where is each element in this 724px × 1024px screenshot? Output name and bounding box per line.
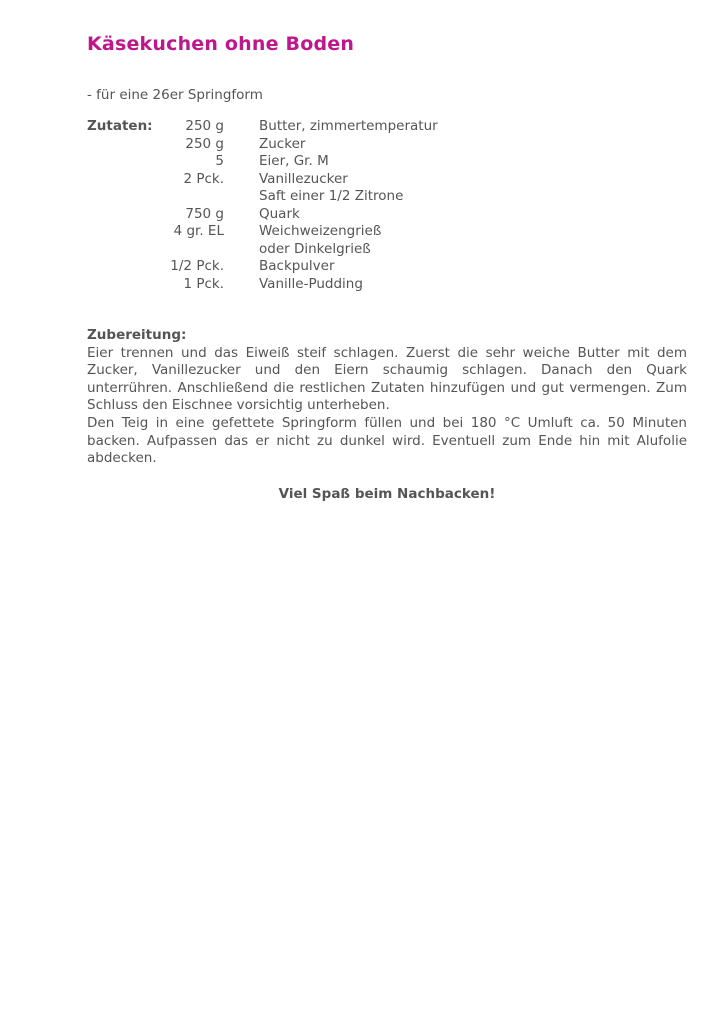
ingredient-amount: 2 Pck. <box>183 170 224 187</box>
ingredient-row <box>87 118 647 136</box>
preparation-section <box>87 327 687 468</box>
preparation-paragraph: Eier trennen und das Eiweiß steif schlagen. Zuerst die sehr weiche Butter mit dem Zucker, Vanillezucker und den Eiern schaumig schlagen. Danach den Quark unterrühren. Anschließend die restlichen Zutaten hinzufügen und gut vermengen. Zum Schluss den Eischnee vorsichtig unterheben. <box>87 344 687 414</box>
ingredients-label: Zutaten: <box>87 118 153 134</box>
preparation-label: Zubereitung: <box>87 327 187 343</box>
ingredients-list <box>87 118 647 293</box>
recipe-subtitle: - für eine 26er Springform <box>87 87 263 103</box>
ingredient-amount: 1/2 Pck. <box>170 258 224 274</box>
preparation-paragraph: Den Teig in eine gefettete Springform füllen und bei 180 °C Umluft ca. 50 Minuten backen. Aufpassen das er nicht zu dunkel wird. Eventuell zum Ende hin mit Alufolie abdecken. <box>87 414 687 467</box>
ingredient-row <box>87 241 647 259</box>
ingredient-amount: 250 g <box>185 135 224 152</box>
ingredient-row <box>87 223 647 241</box>
ingredient-row <box>87 276 647 294</box>
ingredient-name: Vanille-Pudding <box>259 275 363 292</box>
page-title: Käsekuchen ohne Boden <box>87 33 355 55</box>
ingredient-amount: 750 g <box>185 205 224 222</box>
ingredient-row <box>87 171 647 189</box>
ingredient-amount: 250 g <box>185 118 224 134</box>
ingredient-name: Zucker <box>259 135 306 152</box>
ingredient-name: Weichweizengrieß <box>259 223 382 239</box>
ingredient-amount: 5 <box>215 153 224 169</box>
ingredient-row <box>87 258 647 276</box>
ingredient-row <box>87 136 647 154</box>
ingredient-name: Vanillezucker <box>259 170 348 187</box>
ingredient-name: Butter, zimmertemperatur <box>259 118 438 134</box>
ingredient-name: Quark <box>259 205 300 222</box>
ingredient-name: Eier, Gr. M <box>259 153 329 169</box>
ingredients-section <box>87 118 647 293</box>
ingredient-row <box>87 153 647 171</box>
ingredient-amount: 4 gr. EL <box>173 223 224 239</box>
ingredient-name: Saft einer 1/2 Zitrone <box>259 188 404 204</box>
ingredient-name: oder Dinkelgrieß <box>259 240 371 257</box>
closing-line: Viel Spaß beim Nachbacken! <box>278 486 496 502</box>
ingredient-row <box>87 188 647 206</box>
ingredient-name: Backpulver <box>259 258 335 274</box>
ingredient-amount: 1 Pck. <box>183 275 224 292</box>
ingredient-row <box>87 206 647 224</box>
